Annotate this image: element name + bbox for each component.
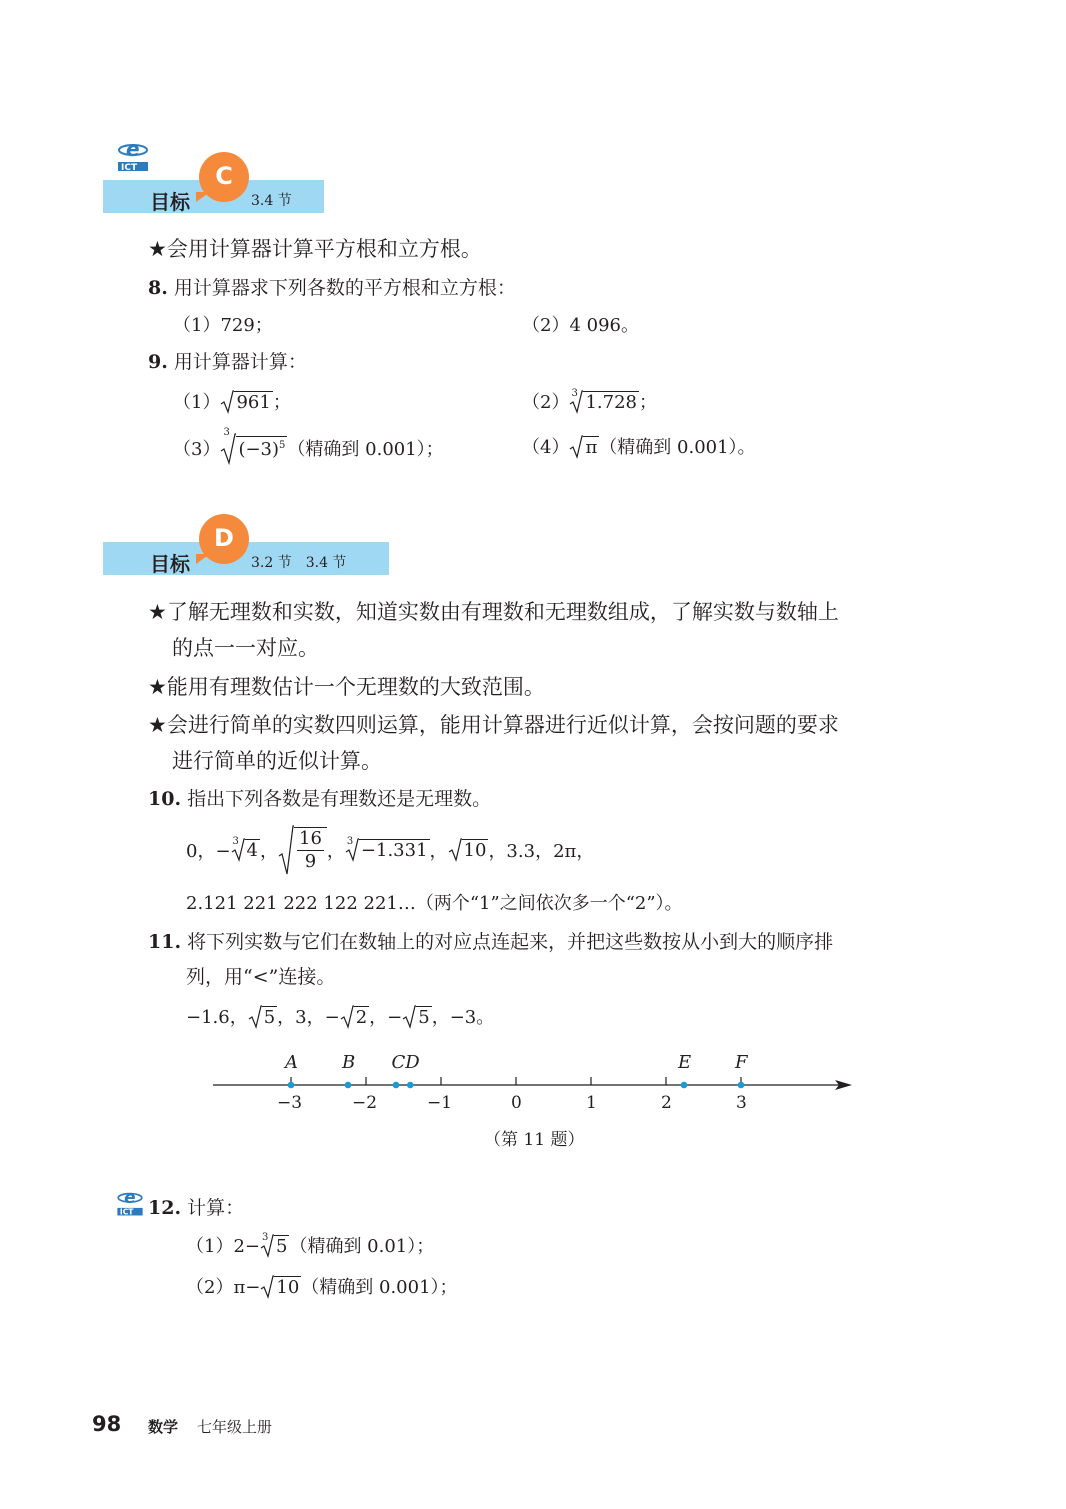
goal-d-badge: D (199, 514, 249, 564)
q10-sqrt-frac (278, 824, 327, 876)
sqrt-pi (569, 435, 599, 459)
goal-c-badge: C (199, 152, 249, 202)
q11-stem-line-2: 列，用“<”连接。 (186, 966, 336, 988)
tick-label: −1 (427, 1093, 453, 1113)
sqrt-pi-radicand: π (585, 437, 598, 458)
q9-stem: 用计算器计算： (173, 351, 307, 373)
q10-cbrt-neg1331-radicand: −1.331 (360, 840, 428, 861)
neg3-base: (−3) (238, 439, 280, 460)
cbrt-1728-radicand: 1.728 (585, 392, 637, 413)
svg-text:ICT: ICT (121, 163, 138, 173)
cbrt-neg3-pow5 (220, 427, 287, 465)
q9-item-2-prefix: （2） (522, 392, 570, 413)
q11-num-a: −1.6， (186, 1007, 248, 1028)
goal-d-objective-1-cont: 的点一一对应。 (172, 636, 319, 660)
q10-cbrt-neg1331 (345, 838, 430, 862)
q10-cbrt-4-radicand: 4 (246, 840, 258, 861)
q11-sqrt-2-radicand: 2 (355, 1007, 368, 1028)
tick-label: 3 (736, 1093, 747, 1113)
point-label-a: A (285, 1052, 298, 1073)
q12-cbrt-5-index: 3 (262, 1232, 269, 1243)
goal-d-badge-tail (196, 554, 210, 564)
point-label-b: B (342, 1052, 356, 1073)
goal-d-section: 3.2 节 3.4 节 (251, 555, 347, 571)
q10-numbers-line-2: 2.121 221 222 122 221…（两个“1”之间依次多一个“2”）。 (186, 893, 683, 914)
q10-comma-1: ， (260, 841, 278, 862)
q8-stem: 用计算器求下列各数的平方根和立方根： (173, 277, 516, 299)
q11-sqrt-2 (340, 1005, 369, 1029)
q10-cbrt-4-index: 3 (232, 836, 239, 847)
tick-label: 2 (661, 1093, 672, 1113)
point-f (738, 1082, 745, 1089)
q10-comma-2: ， (326, 841, 345, 862)
svg-text:e: e (126, 137, 140, 161)
q12-item-2 (186, 1273, 458, 1299)
tick-label: −3 (277, 1093, 303, 1113)
q8-stem-line (148, 273, 516, 300)
sqrt-961-radicand: 961 (236, 392, 271, 413)
goal-d-objective-3-cont: 进行简单的近似计算。 (172, 749, 382, 773)
svg-text:e: e (124, 1186, 136, 1207)
q10-cbrt-4 (231, 838, 260, 862)
q12-item-1 (186, 1232, 434, 1258)
svg-text:ICT: ICT (119, 1207, 134, 1217)
q8-item-1: （1）729； (173, 315, 273, 336)
q9-item-1-prefix: （1） (173, 392, 221, 413)
q9-item-1-suffix: ； (272, 392, 291, 413)
point-d (407, 1082, 414, 1089)
point-label-f: F (735, 1052, 748, 1073)
q10-stem-line (148, 784, 491, 811)
footer-grade: 七年级上册 (197, 1418, 273, 1436)
point-e (681, 1082, 688, 1089)
q12-number: 12. (148, 1197, 182, 1219)
tick-label: 0 (511, 1093, 522, 1113)
q10-zero-neg: 0，− (186, 841, 231, 862)
q11-stem: 将下列实数与它们在数轴上的对应点连起来，并把这些数按从小到大的顺序排 (187, 931, 834, 953)
q10-frac-denominator: 9 (304, 850, 317, 872)
q11-sqrt-5-a (248, 1005, 277, 1029)
q9-item-4-prefix: （4） (522, 437, 570, 458)
q9-stem-line (148, 347, 307, 374)
ict-icon-q12 (114, 1186, 146, 1222)
page-number: 98 (92, 1412, 122, 1436)
cbrt-neg3-index: 3 (223, 427, 230, 438)
q8-item-2: （2）4 096。 (522, 315, 639, 336)
cbrt-neg3-radicand (236, 436, 287, 460)
number-line (205, 1050, 865, 1110)
goal-d-objective-1: ★了解无理数和实数，知道实数由有理数和无理数组成，了解实数与数轴上 (148, 600, 839, 624)
q11-stem-line-1 (148, 927, 833, 954)
q12-cbrt-5 (260, 1234, 289, 1258)
q12-stem-line (148, 1193, 244, 1220)
neg3-exponent: 5 (279, 440, 286, 451)
goal-d-objective-3: ★会进行简单的实数四则运算，能用计算器进行近似计算，会按问题的要求 (148, 713, 839, 737)
goal-d-label: 目标 (150, 552, 190, 576)
q9-item-2 (522, 388, 657, 414)
point-b (345, 1082, 352, 1089)
q12-item-2-prefix: （2）π− (186, 1277, 261, 1298)
point-c (393, 1082, 400, 1089)
q11-caption: （第 11 题） (484, 1130, 585, 1150)
tick-label: 1 (586, 1093, 597, 1113)
q10-cbrt-neg1331-index: 3 (346, 836, 354, 847)
q9-item-3 (173, 427, 444, 465)
q12-item-1-prefix: （1）2− (186, 1236, 260, 1257)
q12-sqrt-10-radicand: 10 (276, 1277, 300, 1298)
q12-item-2-suffix: （精确到 0.001）； (301, 1277, 458, 1298)
q10-numbers-line-1 (186, 824, 594, 876)
point-label-e: E (678, 1052, 692, 1073)
footer-subject: 数学 (148, 1418, 179, 1436)
q10-rest: ，3.3，2π， (488, 841, 595, 862)
q11-sqrt-5-a-radicand: 5 (263, 1007, 276, 1028)
cbrt-1728-index: 3 (571, 388, 578, 399)
q10-number: 10. (148, 788, 182, 810)
q10-frac-numerator: 16 (299, 827, 322, 849)
q9-item-1 (173, 388, 291, 414)
q9-item-2-suffix: ； (638, 392, 657, 413)
q11-number: 11. (148, 931, 182, 953)
q9-item-4 (522, 433, 756, 459)
q12-item-1-suffix: （精确到 0.01）； (289, 1236, 435, 1257)
q10-stem: 指出下列各数是有理数还是无理数。 (187, 788, 492, 810)
q9-number: 9. (148, 351, 168, 373)
q11-num-c: ，− (369, 1007, 403, 1028)
q9-item-3-prefix: （3） (173, 439, 221, 460)
goal-c-objective: ★会用计算器计算平方根和立方根。 (148, 237, 482, 261)
q11-num-d: ，−3。 (431, 1007, 495, 1028)
q12-cbrt-5-radicand: 5 (276, 1236, 288, 1257)
q11-sqrt-5-b (402, 1005, 431, 1029)
sqrt-961 (220, 390, 272, 414)
q12-sqrt-10 (260, 1275, 301, 1299)
tick-label: −2 (352, 1093, 378, 1113)
goal-c-section: 3.4 节 (251, 193, 292, 209)
q9-item-4-suffix: （精确到 0.001）。 (599, 437, 756, 458)
goal-c-label: 目标 (150, 190, 190, 214)
goal-c-badge-tail (196, 192, 210, 202)
q8-number: 8. (148, 277, 168, 299)
q11-num-b: ，3，− (277, 1007, 340, 1028)
q10-sqrt-10-radicand: 10 (463, 840, 487, 861)
q10-frac (294, 827, 327, 873)
point-label-cd: CD (391, 1052, 420, 1073)
q10-comma-3: ， (429, 841, 448, 862)
q11-numbers (186, 1003, 494, 1029)
q10-sqrt-10 (448, 838, 489, 862)
goal-d-objective-2: ★能用有理数估计一个无理数的大致范围。 (148, 675, 545, 699)
q11-sqrt-5-b-radicand: 5 (418, 1007, 430, 1028)
ict-icon (115, 136, 151, 178)
point-a (288, 1082, 295, 1089)
q12-stem: 计算： (187, 1197, 245, 1219)
cbrt-1728 (569, 390, 639, 414)
q9-item-3-suffix: （精确到 0.001）； (287, 439, 444, 460)
